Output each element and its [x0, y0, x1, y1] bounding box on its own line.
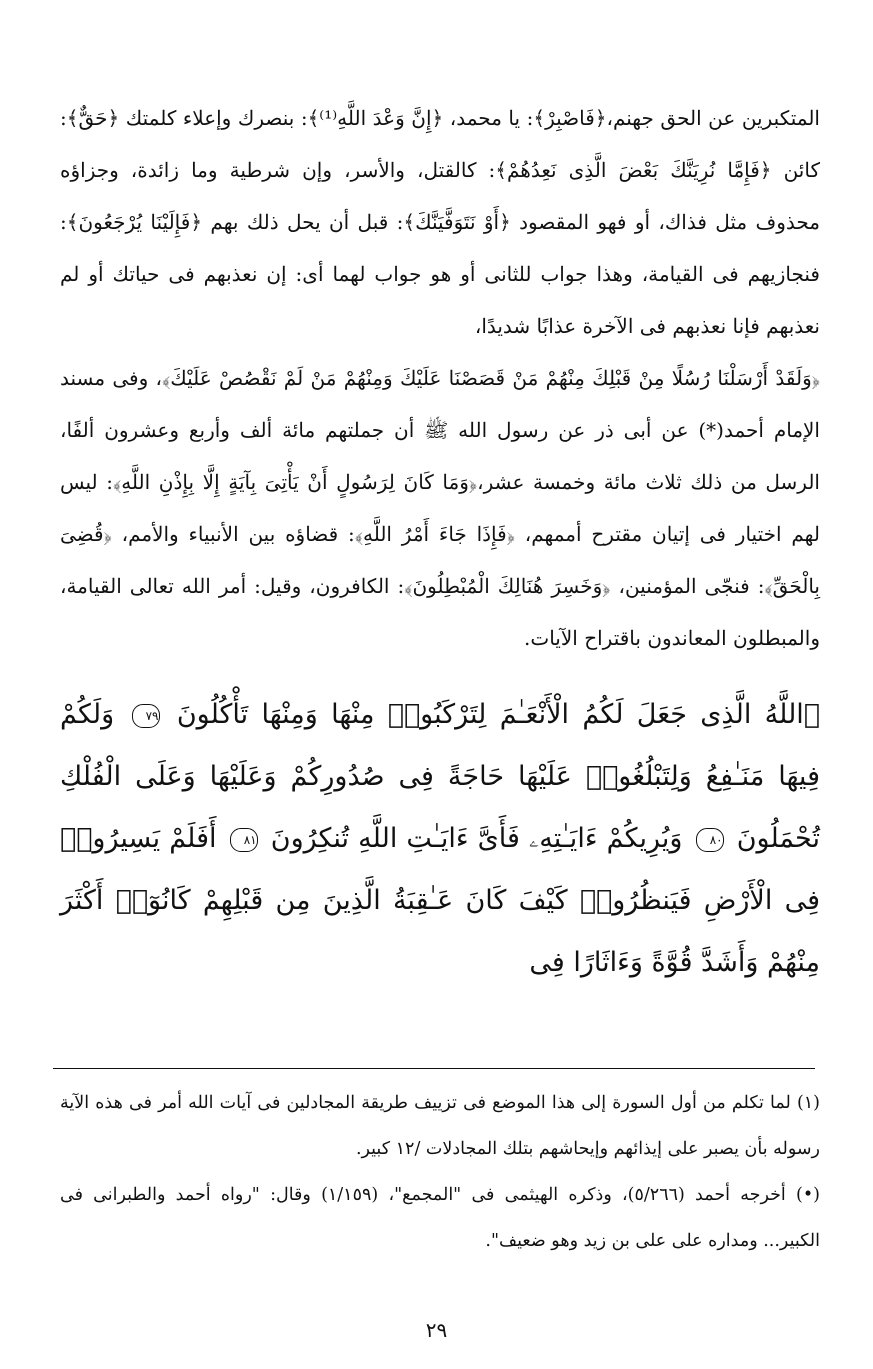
- commentary-paragraph-1: المتكبرين عن الحق جهنم،﴿فَاصْبِرْ﴾: يا محمد، ﴿إِنَّ وَعْدَ اللَّهِ⁽¹⁾﴾: بنصرك وإعلاء كلمتك ﴿حَقٌّ﴾: كائن ﴿فَإِمَّا نُرِيَنَّكَ بَعْضَ الَّذِى نَعِدُهُمْ﴾: كالقتل، والأسر، وإن شرطية وما زائدة، وجزاؤه محذوف مثل فذاك، أو فهو المقصود ﴿أَوْ نَتَوَفَّيَنَّكَ﴾: قبل أن يحل ذلك بهم ﴿فَإِلَيْنَا يُرْجَعُونَ﴾: فنجازيهم فى القيامة، وهذا جواب للثانى أو هو جواب لهما أى: إن نعذبهم فى حياتك أو لم نعذبهم فإنا نعذبهم فى الآخرة عذابًا شديدًا،: [60, 106, 820, 338]
- footnote-divider: [53, 1068, 815, 1069]
- verse-81-text: وَيُرِيكُمْ ءَايَـٰتِهِۦ فَأَىَّ ءَايَـٰتِ اللَّهِ تُنكِرُونَ: [270, 823, 683, 854]
- commentary-paragraph-2: ﴿وَلَقَدْ أَرْسَلْنَا رُسُلًا مِنْ قَبْلِكَ مِنْهُمْ مَنْ قَصَصْنَا عَلَيْكَ وَمِنْهُمْ مَنْ لَمْ نَقْصُصْ عَلَيْكَ﴾، وفى مسند الإمام أحمد(*) عن أبى ذر عن رسول الله ﷺ أن جملتهم مائة ألف وأربع وعشرون ألفًا، الرسل من ذلك ثلاث مائة وخمسة عشر،﴿وَمَا كَانَ لِرَسُولٍ أَنْ يَأْتِىَ بِآيَةٍ إِلَّا بِإِذْنِ اللَّهِ﴾: ليس لهم اختيار فى إتيان مقترح أممهم، ﴿فَإِذَا جَاءَ أَمْرُ اللَّهِ﴾: قضاؤه بين الأنبياء والأمم، ﴿قُضِىَ بِالْحَقِّ﴾: فنجّى المؤمنين، ﴿وَخَسِرَ هُنَالِكَ الْمُبْطِلُونَ﴾: الكافرون، وقيل: أمر الله تعالى القيامة، والمبطلون المعاندون باقتراح الآيات.: [60, 366, 820, 650]
- page-number: ٢٩: [425, 1318, 448, 1342]
- ayah-number-79: ٧٩: [132, 704, 160, 728]
- verse-82-text: أَفَلَمْ يَسِيرُوا۟ فِى الْأَرْضِ فَيَنظُرُوا۟ كَيْفَ كَانَ عَـٰقِبَةُ الَّذِينَ مِن قَبْلِهِمْ كَانُوٓا۟ أَكْثَرَ مِنْهُمْ وَأَشَدَّ قُوَّةً وَءَاثَارًا فِى: [60, 823, 820, 978]
- footnotes: [60, 1080, 820, 1264]
- verse-80-text: وَلَكُمْ فِيهَا مَنَـٰفِعُ وَلِتَبْلُغُوا۟ عَلَيْهَا حَاجَةً فِى صُدُورِكُمْ وَعَلَيْهَا وَعَلَى الْفُلْكِ تُحْمَلُونَ: [60, 699, 820, 854]
- commentary-text: [60, 92, 820, 664]
- ayah-number-81: ٨١: [230, 828, 258, 852]
- quran-verses-block: [60, 684, 820, 994]
- footnote-1: (١) لما تكلم من أول السورة إلى هذا الموضع فى تزييف طريقة المجادلين فى آيات الله أمر فى هذه الآية رسوله بأن يصبر على إيذائهم وإيحاشهم بتلك المجادلات /١٢ كبير.: [60, 1093, 820, 1159]
- page-body: [60, 92, 820, 994]
- ayah-number-80: ٨٠: [696, 828, 724, 852]
- verse-79-text: ﴿اللَّهُ الَّذِى جَعَلَ لَكُمُ الْأَنْعَـٰمَ لِتَرْكَبُوا۟ مِنْهَا وَمِنْهَا تَأْكُلُونَ: [176, 699, 820, 730]
- quran-verses: [60, 684, 820, 994]
- footnote-2: (•) أخرجه أحمد (٥/٢٦٦)، وذكره الهيثمى فى "المجمع"، (١/١٥٩) وقال: "رواه أحمد والطبرانى فى الكبير... ومداره على على بن زيد وهو ضعيف".: [60, 1185, 821, 1251]
